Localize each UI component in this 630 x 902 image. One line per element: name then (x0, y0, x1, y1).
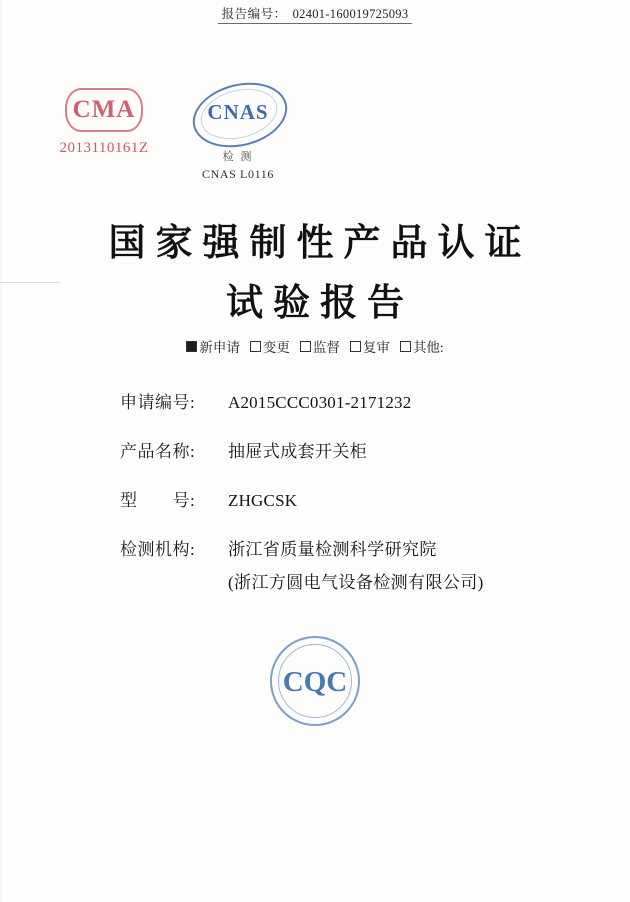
field-product-name (120, 437, 570, 462)
field-value-model: ZHGCSK (228, 491, 298, 510)
report-number-label: 报告编号： (221, 7, 287, 21)
document-title-line2: 试验报告 (226, 283, 414, 324)
cqc-icon (270, 636, 360, 726)
report-number-underline (218, 4, 413, 24)
cnas-scope-label: 检 测 (222, 151, 254, 163)
application-type-option-3[interactable] (350, 336, 390, 356)
application-type-label-3: 复审 (362, 340, 390, 355)
application-type-label-1: 变更 (262, 340, 290, 355)
report-number-value: 02401-160019725093 (292, 7, 409, 21)
application-type-label-2: 监督 (312, 340, 340, 355)
application-type-label-4: 其他: (412, 340, 444, 355)
checkbox-icon[interactable] (350, 341, 361, 352)
cqc-icon-label: CQC (282, 665, 348, 698)
field-application-number (120, 388, 570, 413)
field-label-testing-organization: 检测机构: (120, 540, 196, 559)
cma-icon-label: CMA (72, 95, 136, 123)
application-type-row (0, 336, 630, 356)
report-field-list (120, 388, 570, 593)
application-type-option-2[interactable] (300, 336, 340, 356)
field-value-application-number: A2015CCC0301-2171232 (228, 393, 412, 412)
checkbox-icon[interactable] (300, 341, 311, 352)
field-model (120, 486, 570, 511)
accreditation-logos (0, 78, 630, 188)
application-type-option-4[interactable] (400, 336, 444, 356)
cnas-logo-block (178, 78, 298, 182)
cnas-registration-code: CNAS L0116 (202, 167, 274, 181)
field-value-testing-organization: 浙江省质量检测科学研究院 (228, 540, 437, 559)
cma-certificate-number: 2013110161Z (59, 140, 149, 156)
application-type-option-0[interactable] (186, 336, 240, 356)
report-number-header (0, 4, 630, 24)
field-label-model: 型 号: (120, 491, 196, 510)
field-value-product-name: 抽屉式成套开关柜 (228, 442, 368, 461)
field-testing-organization (120, 535, 570, 560)
cma-icon (65, 88, 143, 132)
field-value-testing-organization-secondary: (浙江方圆电气设备检测有限公司) (228, 573, 484, 592)
cnas-icon-label: CNAS (207, 100, 269, 124)
field-label-application-number: 申请编号: (120, 393, 196, 412)
cnas-icon (188, 78, 288, 150)
checkbox-icon[interactable] (400, 341, 411, 352)
checkbox-icon[interactable] (186, 341, 197, 352)
checkbox-icon[interactable] (250, 341, 261, 352)
cma-logo-block (44, 88, 164, 157)
cqc-seal-block (0, 636, 630, 726)
application-type-option-1[interactable] (250, 336, 290, 356)
field-label-product-name: 产品名称: (120, 442, 196, 461)
document-title-line1: 国家强制性产品认证 (108, 223, 532, 264)
application-type-label-0: 新申请 (199, 340, 240, 355)
